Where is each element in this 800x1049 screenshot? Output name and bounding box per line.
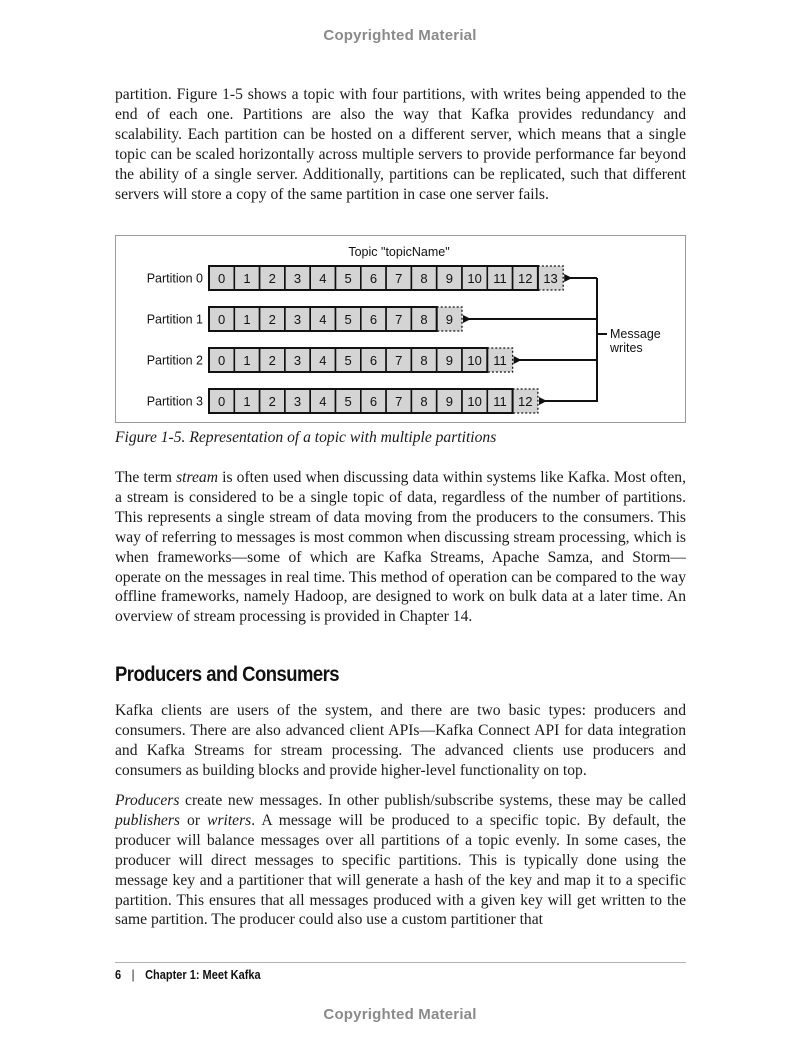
- svg-text:6: 6: [369, 394, 378, 409]
- watermark-top: Copyrighted Material: [323, 27, 477, 44]
- svg-text:3: 3: [293, 394, 302, 409]
- svg-text:0: 0: [218, 271, 226, 286]
- paragraph-producers: Producers create new messages. In other publish/subscribe systems, these may be called publishers or writers. A message will be produced to a specific topic. By default, the producer will balance messages over all partitions of a topic evenly. In some cases, the producer will direct messages to specific partitions. This is typically done using the message key and a partitioner that will generate a hash of the key and map it to a specific partition. This ensures that all messages produced with a given key will get written to the same partition. The producer could also use a custom partitioner that: [115, 792, 686, 929]
- svg-text:5: 5: [344, 312, 352, 327]
- svg-text:12: 12: [518, 271, 533, 286]
- partition-row: [147, 389, 597, 413]
- chapter-title: Chapter 1: Meet Kafka: [145, 968, 261, 982]
- svg-text:1: 1: [243, 271, 251, 286]
- svg-text:2: 2: [268, 353, 276, 368]
- paragraph-stream: The term stream is often used when discussing data within systems like Kafka. Most often, a stream is considered to be a single topic of data, regardless of the number of partitions. This represents a single stream of data moving from the producers to the consumers. This way of referring to messages is most common when discussing stream processing, which is when frameworks—some of which are Kafka Streams, Apache Samza, and Storm—operate on the messages in real time. This method of operation can be compared to the way offline frameworks, namely Hadoop, are designed to work on bulk data at a later time. An overview of stream processing is provided in Chapter 14.: [115, 469, 686, 626]
- svg-text:2: 2: [268, 394, 276, 409]
- svg-text:9: 9: [445, 271, 453, 286]
- partition-row: [147, 266, 597, 290]
- svg-text:7: 7: [395, 353, 403, 368]
- watermark-bottom: Copyrighted Material: [323, 1006, 477, 1023]
- svg-text:9: 9: [445, 312, 453, 327]
- partition-row: [147, 348, 597, 372]
- svg-text:10: 10: [467, 353, 482, 368]
- svg-text:12: 12: [518, 394, 533, 409]
- svg-text:7: 7: [395, 394, 403, 409]
- svg-text:4: 4: [319, 312, 327, 327]
- svg-text:0: 0: [218, 312, 226, 327]
- term-stream: stream: [176, 469, 218, 486]
- partition-label: Partition 1: [146, 312, 203, 327]
- svg-text:7: 7: [395, 271, 403, 286]
- svg-text:10: 10: [467, 394, 482, 409]
- svg-text:9: 9: [445, 394, 453, 409]
- figure-caption: Figure 1-5. Representation of a topic with multiple partitions: [115, 429, 497, 446]
- svg-text:10: 10: [467, 271, 482, 286]
- figure-topic-partitions: [115, 235, 686, 423]
- annotation-writes: writes: [610, 341, 643, 355]
- svg-text:2: 2: [268, 271, 276, 286]
- figure-title: Topic "topicName": [348, 245, 450, 259]
- svg-text:3: 3: [293, 312, 302, 327]
- svg-text:1: 1: [243, 353, 251, 368]
- svg-text:4: 4: [319, 271, 327, 286]
- svg-text:3: 3: [293, 271, 302, 286]
- svg-text:8: 8: [420, 394, 428, 409]
- svg-text:11: 11: [493, 353, 507, 368]
- svg-text:13: 13: [543, 271, 558, 286]
- section-heading: Producers and Consumers: [115, 663, 340, 686]
- svg-text:4: 4: [319, 353, 327, 368]
- svg-text:5: 5: [344, 353, 352, 368]
- partition-label: Partition 2: [146, 353, 203, 368]
- svg-text:2: 2: [268, 312, 276, 327]
- page-number: 6: [115, 968, 122, 982]
- footer-rule: [115, 962, 686, 963]
- paragraph-partitions: partition. Figure 1-5 shows a topic with four partitions, with writes being appended to the end of each one. Partitions are also the way that Kafka provides redundancy and scalability. Each partition can be hosted on a different server, which means that a single topic can be scaled horizontally across multiple servers to provide performance far beyond the ability of a single server. Additionally, partitions can be replicated, such that different servers will store a copy of the same partition in case one server fails.: [115, 86, 686, 203]
- svg-text:1: 1: [243, 312, 251, 327]
- svg-text:9: 9: [445, 353, 453, 368]
- svg-text:4: 4: [319, 394, 327, 409]
- svg-text:8: 8: [420, 312, 428, 327]
- page-footer: [115, 968, 261, 982]
- svg-text:6: 6: [369, 271, 378, 286]
- svg-text:3: 3: [293, 353, 302, 368]
- svg-text:6: 6: [369, 353, 378, 368]
- annotation-message: Message: [610, 327, 661, 341]
- paragraph-clients: Kafka clients are users of the system, and there are two basic types: producers and consumers. There are also advanced client APIs—Kafka Connect API for data integration and Kafka Streams for stream processing. The advanced clients use producers and consumers as building blocks and provide higher-level functionality on top.: [115, 702, 686, 779]
- partition-diagram: [116, 236, 687, 424]
- svg-text:8: 8: [420, 353, 428, 368]
- footer-separator: |: [131, 968, 135, 982]
- partition-label: Partition 0: [146, 271, 203, 286]
- partition-label: Partition 3: [146, 394, 203, 409]
- partition-row: [147, 307, 597, 331]
- svg-text:11: 11: [493, 271, 507, 286]
- svg-text:8: 8: [420, 271, 428, 286]
- svg-text:0: 0: [218, 353, 226, 368]
- svg-text:0: 0: [218, 394, 226, 409]
- svg-text:5: 5: [344, 271, 352, 286]
- svg-text:7: 7: [395, 312, 403, 327]
- svg-text:1: 1: [243, 394, 251, 409]
- svg-text:6: 6: [369, 312, 378, 327]
- svg-text:11: 11: [493, 394, 507, 409]
- svg-text:5: 5: [344, 394, 352, 409]
